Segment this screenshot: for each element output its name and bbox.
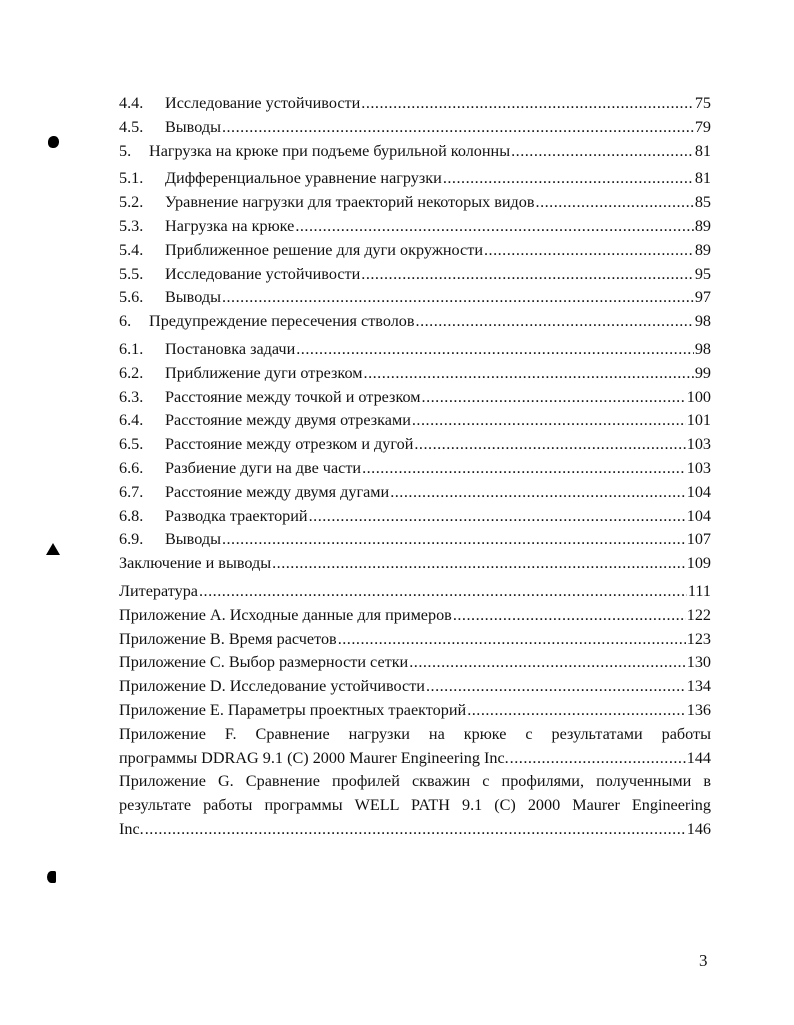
toc-entry-title: Исследование устойчивости (165, 94, 361, 112)
dot-leader (222, 116, 694, 140)
toc-entry[interactable] (119, 239, 711, 263)
dot-leader (536, 191, 694, 215)
toc-entry-page: 99 (694, 363, 711, 382)
toc-entry-title: Расстояние между двумя дугами (165, 482, 390, 501)
toc-entry-title: Выводы (165, 117, 221, 136)
toc-entry-number: 4.5. (119, 117, 144, 136)
toc-entry-page: 89 (694, 240, 711, 259)
toc-entry[interactable] (119, 433, 711, 457)
toc-entry[interactable] (119, 481, 711, 505)
toc-entry-number: 6.1. (119, 339, 144, 358)
toc-entry-title: Постановка задачи (165, 339, 296, 358)
dot-leader (510, 747, 686, 771)
toc-entry-title-line: Inc. (119, 819, 144, 838)
toc-entry-number: 5.2. (119, 193, 144, 212)
toc-entry-title: Разводка траекторий (165, 506, 308, 525)
toc-entry-page: 85 (694, 193, 711, 212)
toc-conclusion-entry[interactable] (119, 552, 711, 576)
toc-entry-title: Разбиение дуги на две части (165, 458, 362, 477)
toc-entry-title-line: результате работы программы WELL PATH 9.1 (C) 2000 Maurer Engineering (119, 796, 711, 815)
toc-entry-page: 136 (686, 700, 711, 719)
toc-entry-title: Нагрузка на крюке (165, 216, 295, 235)
toc-entry-page: 123 (686, 629, 711, 648)
toc-entry-page: 81 (694, 169, 711, 188)
toc-entry-page: 103 (686, 435, 711, 454)
toc-appendix-entry[interactable] (119, 628, 711, 652)
dot-leader (409, 651, 685, 675)
toc-appendix-entry[interactable] (119, 699, 711, 723)
toc-entry-page: 122 (686, 605, 711, 624)
toc-entry-title: Приложение E. Параметры проектных траекторий (119, 700, 467, 719)
dot-leader (443, 167, 694, 191)
toc-entry-title: Приложение A. Исходные данные для примеров (119, 605, 452, 624)
toc-appendix-g-entry[interactable] (119, 770, 711, 841)
toc-entry[interactable] (119, 92, 711, 116)
toc-entry-title: Приложение B. Время расчетов (119, 629, 337, 648)
toc-entry-title: Приближение дуги отрезком (165, 363, 363, 382)
toc-entry[interactable] (119, 286, 711, 310)
toc-entry-title: Литература (119, 581, 198, 600)
dot-leader (422, 386, 686, 410)
toc-appendix-entry[interactable] (119, 675, 711, 699)
toc-entry-page: 98 (694, 312, 711, 331)
dot-leader (412, 409, 686, 433)
toc-entry-title: Дифференциальное уравнение нагрузки (165, 169, 442, 188)
toc-entry-page: 101 (686, 411, 711, 430)
toc-entry-page: 89 (694, 216, 711, 235)
dot-leader (222, 286, 694, 310)
dot-leader (414, 433, 685, 457)
toc-entry[interactable] (119, 167, 711, 191)
toc-entry-number: 6.8. (119, 506, 144, 525)
page-number: 3 (699, 951, 708, 970)
toc-entry-number: 4.4. (119, 94, 144, 112)
toc-appendix-entry[interactable] (119, 651, 711, 675)
dot-leader (222, 528, 686, 552)
toc-entry-number: 6.9. (119, 530, 144, 549)
toc-chapter-entry[interactable] (119, 310, 711, 334)
dot-leader (467, 699, 686, 723)
toc-entry[interactable] (119, 505, 711, 529)
toc-entry[interactable] (119, 409, 711, 433)
punch-hole-mark (47, 871, 56, 883)
toc-entry[interactable] (119, 362, 711, 386)
toc-entry-number: 5.3. (119, 216, 144, 235)
toc-entry-title: Заключение и выводы (119, 554, 272, 573)
toc-entry-title-line: Приложение F. Сравнение нагрузки на крюке с результатами работы (119, 724, 711, 743)
toc-entry-page: 103 (686, 458, 711, 477)
toc-entry-title: Расстояние между точкой и отрезком (165, 387, 421, 406)
toc-entry-page: 95 (694, 264, 711, 283)
dot-leader (426, 675, 686, 699)
toc-entry-title: Выводы (165, 288, 221, 307)
toc-entry[interactable] (119, 457, 711, 481)
dot-leader (361, 263, 694, 287)
toc-entry-number: 5.5. (119, 264, 144, 283)
toc-entry-number: 6.6. (119, 458, 144, 477)
toc-chapter-entry[interactable] (119, 140, 711, 164)
toc-entry-page: 109 (686, 554, 711, 573)
toc-entry-page: 146 (686, 819, 711, 838)
toc-entry-title-line: программы DDRAG 9.1 (C) 2000 Maurer Engineering Inc. (119, 748, 509, 767)
dot-leader (145, 818, 686, 842)
toc-entry-page: 134 (686, 677, 711, 696)
toc-entry-number: 5.4. (119, 240, 144, 259)
toc-entry-title: Расстояние между двумя отрезками (165, 411, 411, 430)
toc-entry[interactable] (119, 263, 711, 287)
dot-leader (295, 215, 693, 239)
punch-hole-mark (48, 136, 59, 148)
toc-entry-number: 5.6. (119, 288, 144, 307)
dot-leader (199, 580, 687, 604)
toc-entry-page: 79 (694, 117, 711, 136)
dot-leader (390, 481, 686, 505)
toc-entry-page: 98 (694, 339, 711, 358)
toc-entry-page: 130 (686, 653, 711, 672)
table-of-contents (119, 92, 711, 842)
toc-entry-page: 107 (686, 530, 711, 549)
toc-entry-page: 104 (686, 506, 711, 525)
toc-entry-number: 6.5. (119, 435, 144, 454)
toc-entry-title: Приложение D. Исследование устойчивости (119, 677, 425, 696)
toc-entry-title: Расстояние между отрезком и дугой (165, 435, 414, 454)
toc-entry-title: Исследование устойчивости (165, 264, 361, 283)
toc-entry-number: 6.2. (119, 363, 144, 382)
toc-entry[interactable] (119, 116, 711, 140)
dot-leader (453, 604, 686, 628)
dot-leader (511, 140, 694, 164)
dot-leader (361, 92, 694, 116)
toc-appendix-entry[interactable] (119, 604, 711, 628)
toc-entry[interactable] (119, 215, 711, 239)
toc-entry[interactable] (119, 191, 711, 215)
toc-entry-number: 6. (119, 312, 132, 331)
dot-leader (416, 310, 694, 334)
dot-leader (338, 628, 686, 652)
toc-entry-number: 6.4. (119, 411, 144, 430)
dot-leader (272, 552, 686, 576)
toc-entry[interactable] (119, 528, 711, 552)
toc-entry-number: 5. (119, 141, 132, 160)
dot-leader (364, 362, 694, 386)
toc-entry-title: Приближенное решение для дуги окружности (165, 240, 483, 259)
toc-entry-title-line: Приложение G. Сравнение профилей скважин с профилями, полученными в (119, 772, 711, 791)
toc-entry-title: Нагрузка на крюке при подъеме бурильной колонны (149, 141, 511, 160)
toc-entry-page: 81 (694, 141, 711, 160)
toc-entry-page: 104 (686, 482, 711, 501)
dot-leader (309, 505, 686, 529)
toc-entry-page: 144 (686, 748, 711, 767)
toc-entry-title: Предупреждение пересечения стволов (149, 312, 415, 331)
toc-entry-number: 6.7. (119, 482, 144, 501)
punch-hole-mark (46, 543, 60, 555)
toc-entry[interactable] (119, 386, 711, 410)
dot-leader (484, 239, 694, 263)
toc-appendix-f-entry[interactable] (119, 723, 711, 771)
toc-entry-page: 100 (686, 387, 711, 406)
toc-entry-page: 97 (694, 288, 711, 307)
toc-entry-page: 75 (694, 94, 711, 112)
toc-entry-page: 111 (687, 581, 711, 600)
dot-leader (296, 338, 694, 362)
toc-entry-number: 5.1. (119, 169, 144, 188)
toc-entry-title: Приложение C. Выбор размерности сетки (119, 653, 409, 672)
toc-entry-title: Уравнение нагрузки для траекторий некоторых видов (165, 193, 535, 212)
toc-entry-number: 6.3. (119, 387, 144, 406)
toc-entry[interactable] (119, 338, 711, 362)
toc-references-entry[interactable] (119, 580, 711, 604)
dot-leader (362, 457, 686, 481)
toc-entry-title: Выводы (165, 530, 221, 549)
